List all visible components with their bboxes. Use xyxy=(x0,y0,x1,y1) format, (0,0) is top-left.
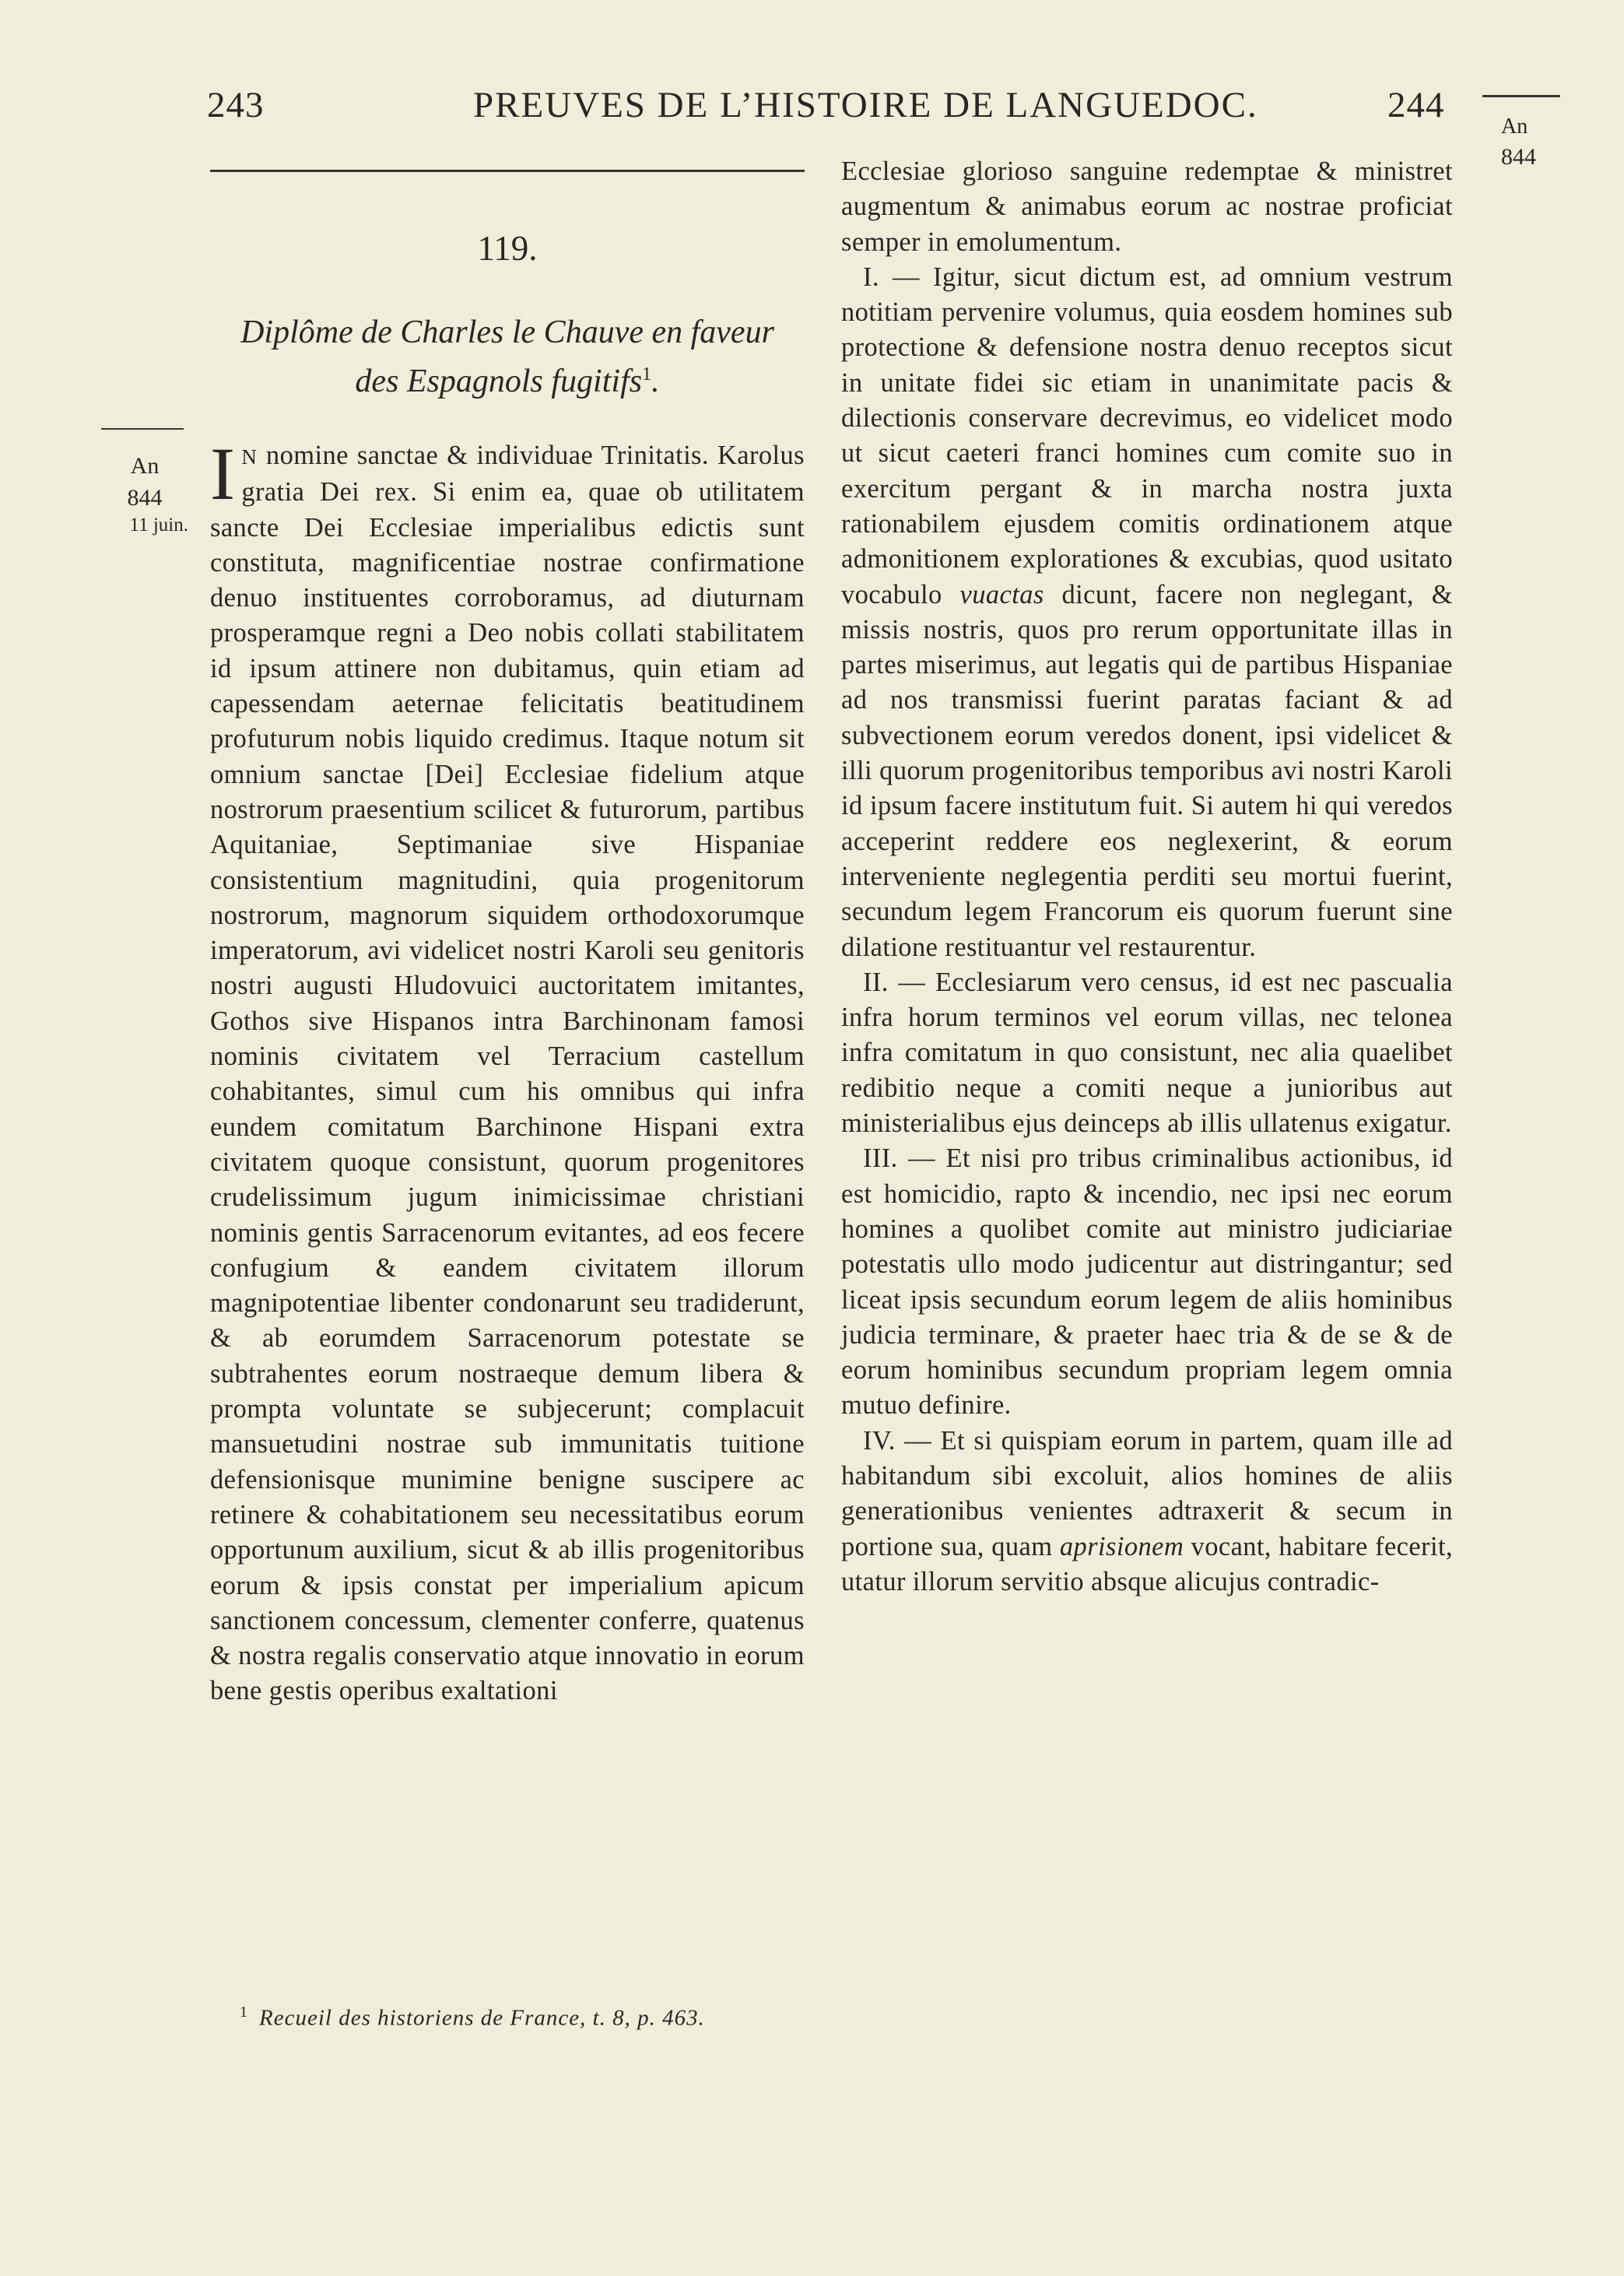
title-footnote-mark: 1 xyxy=(642,364,652,385)
right-paragraph xyxy=(841,965,1453,1141)
margin-rule xyxy=(101,428,184,430)
right-body-text xyxy=(841,154,1453,1600)
margin-an-label: An xyxy=(1501,114,1528,139)
paragraph-text: Ecclesiae glorioso sanguine redemptae & ministret augmentum & animabus eorum ac nostrae proficiat semper in emolumentum. xyxy=(841,156,1453,257)
running-title: PREUVES DE L’HISTOIRE DE LANGUEDOC. xyxy=(473,85,1258,125)
margin-rule xyxy=(1482,95,1560,97)
document-title: Diplôme de Charles le Chauve en faveur des Espagnols fugitifs$^1$. xyxy=(240,314,774,399)
document-number: 119. xyxy=(477,229,538,268)
italic-term: vuactas xyxy=(959,579,1044,609)
paragraph-text: dicunt, facere non neglegant, & missis nostris, quos pro rerum opportunitate illas in partes miserimus, aut legatis qui de partibus Hispaniae ad nos transmissi fuerint paratas faciant & ad subvectionem eorum veredos donent, ipsi videlicet & illi quorum progenitoribus temporibus avi nostri Karoli id ipsum facere institutum fuit. Si autem hi qui veredos acceperint reddere eos neglexerint, & eorum interveniente neglegentia perditi seu mortui fuerint, secundum legem Francorum eis quorum fuerunt sine dilatione restituantur vel restaurentur. xyxy=(841,579,1453,962)
first-word: N xyxy=(241,445,258,469)
paragraph-text: IV. — Et si quispiam eorum in partem, quam ille ad habitandum sibi excoluit, alios homines de aliis generationibus venientes adtraxerit & secum in portione sua, quam xyxy=(841,1425,1453,1561)
right-paragraph xyxy=(841,260,1453,965)
document-title-text: Diplôme de Charles le Chauve en faveur des Espagnols fugitifs xyxy=(240,314,774,399)
footnote-text: Recueil des historiens de France, t. 8, p. 463. xyxy=(259,2005,705,2031)
margin-date: 11 juin. xyxy=(129,515,188,536)
drop-cap: I xyxy=(210,432,236,515)
paragraph-text: I. — Igitur, sicut dictum est, ad omnium vestrum notitiam pervenire volumus, quia eosdem homines sub protectione & defensione nostra denuo receptos sicut in unitate fidei sic etiam in unanimitate pacis & dilectionis conservare decrevimus, eo videlicet modo ut sicut caeteri franci homines cum comite suo in exercitum pergant & in marcha nostra juxta rationabilem ejusdem comitis ordinationem atque admonitionem explorationes & excubias, quod usitato vocabulo xyxy=(841,262,1453,609)
footnote xyxy=(240,2004,705,2032)
margin-year: 844 xyxy=(127,484,163,511)
page-number-left: 243 xyxy=(207,85,265,125)
left-body-text xyxy=(210,432,805,1709)
margin-year: 844 xyxy=(1501,144,1536,170)
left-column xyxy=(210,170,805,1709)
section-divider xyxy=(210,170,805,172)
paragraph-text: vocant, habitare fecerit, utatur illorum servitio absque alicujus contradic- xyxy=(841,1531,1453,1596)
margin-note-left xyxy=(101,428,188,537)
italic-term: aprisionem xyxy=(1059,1531,1184,1561)
paragraph-text: II. — Ecclesiarum vero census, id est nec pascualia infra horum terminos vel eorum villas, nec telonea infra comitatum in quo consistunt, nec alia quaelibet redibitio neque a comiti neque a junioribus aut ministerialibus ejus deinceps ab illis ullatenus exigatur. xyxy=(841,967,1453,1139)
right-paragraph xyxy=(841,1141,1453,1423)
right-paragraph xyxy=(841,154,1453,260)
opening-paragraph xyxy=(210,432,805,1709)
right-paragraph xyxy=(841,1424,1453,1600)
paragraph-text: III. — Et nisi pro tribus criminalibus actionibus, id est homicidio, rapto & incendio, nec ipsi nec eorum homines a quolibet comite aut ministro judiciariae potestatis ullo modo judicentur aut distringantur; sed liceat ipsis secundum eorum legem de aliis hominibus judicia terminare, & praeter haec tria & de se & de eorum hominibus secundum propriam legem omnia mutuo definire. xyxy=(841,1143,1453,1421)
footnote-mark: 1 xyxy=(240,2004,248,2021)
margin-note-right xyxy=(1482,95,1560,171)
right-column xyxy=(841,154,1453,1600)
margin-an-label: An xyxy=(130,453,160,479)
page-number-right: 244 xyxy=(1387,85,1445,125)
left-paragraph-text: nomine sanctae & individuae Trinitatis. Karolus gratia Dei rex. Si enim ea, quae ob utilitatem sancte Dei Ecclesiae imperialibus edictis sunt constituta, magnificentiae nostrae confirmatione denuo instituentes corroboramus, ad diuturnam prosperamque regni a Deo nobis collati stabilitatem id ipsum attinere non dubitamus, quin etiam ad capessendam aeternae felicitatis beatitudinem profuturum nobis liquido credimus. Itaque notum sit omnium sanctae [Dei] Ecclesiae fidelium atque nostrorum praesentium scilicet & futurorum, partibus Aquitaniae, Septimaniae sive Hispaniae consistentium magnitudini, quia progenitorum nostrorum, magnorum siquidem orthodoxorumque imperatorum, avi videlicet nostri Karoli seu genitoris nostri augusti Hludovuici auctoritatem imitantes, Gothos sive Hispanos intra Barchinonam famosi nominis civitatem vel Terracium castellum cohabitantes, simul cum his omnibus qui infra eundem comitatum Barchinone Hispani extra civitatem quoque consistunt, quorum progenitores crudelissimum jugum inimicissimae christiani nominis gentis Sarracenorum evitantes, ad eos fecere confugium & eandem civitatem illorum magnipotentiae libenter condonarunt seu tradiderunt, & ab eorumdem Sarracenorum potestate se subtrahentes eorum nostraeque demum libera & prompta voluntate se subjecerunt; complacuit mansuetudini nostrae sub immunitatis tuitione defensionisque munimine benigne suscipere ac retinere & cohabitationem seu necessitatibus eorum opportunum auxilium, sicut & ab illis progenitoribus eorum & ipsis constat per imperialium apicum sanctionem concessum, clementer conferre, quatenus & nostra regalis conservatio atque innovatio in eorum bene gestis operibus exaltationi xyxy=(210,441,805,1706)
